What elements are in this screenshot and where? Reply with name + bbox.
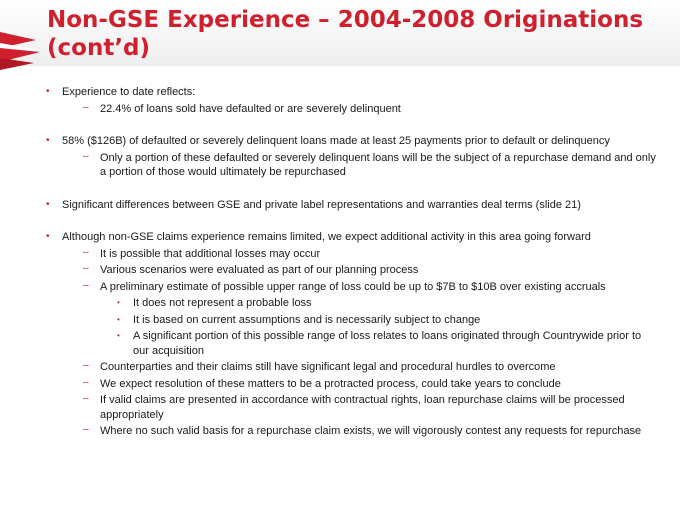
sub-sub-bullet-item — [117, 313, 658, 328]
sub-bullet-text: We expect resolution of these matters to be a protracted process, could take years to conclude — [100, 377, 561, 390]
bullet-marker: • — [46, 198, 50, 210]
sub-sub-bullet-item — [117, 329, 658, 358]
dash-marker: – — [83, 393, 89, 404]
content-body — [0, 85, 680, 439]
dash-marker: – — [83, 376, 89, 388]
sub-sub-bullet-text: It does not represent a probable loss — [133, 297, 312, 309]
bullet-item — [46, 230, 662, 245]
dash-marker: – — [83, 279, 89, 291]
dash-marker: – — [83, 424, 89, 435]
sub-bullet-item — [83, 279, 660, 295]
sub-bullet-item — [83, 101, 660, 117]
sub-bullet-text: Where no such valid basis for a repurchase claim exists, we will vigorously contest any requests for repurchase — [100, 425, 642, 437]
bullet-marker: • — [46, 231, 50, 242]
dash-marker: – — [83, 101, 89, 113]
sub-bullet-text: A preliminary estimate of possible upper range of loss could be up to $7B to $10B over existing accruals — [100, 280, 606, 293]
sub-sub-bullet-text: It is based on current assumptions and is necessarily subject to change — [133, 313, 481, 326]
sub-bullet-marker: • — [117, 314, 120, 324]
title-bar — [0, 0, 680, 66]
bullet-text: Significant differences between GSE and private label representations and warranties deal terms (slide 21) — [62, 198, 581, 211]
bullet-text: Although non-GSE claims experience remains limited, we expect additional activity in this area going forward — [62, 231, 591, 243]
sub-sub-bullet-text: A significant portion of this possible range of loss relates to loans originated through Countrywide prior to our acquisition — [133, 330, 642, 357]
sub-bullet-text: It is possible that additional losses may occur — [100, 247, 321, 260]
dash-marker: – — [83, 150, 89, 162]
sub-bullet-marker: • — [117, 331, 120, 340]
sub-bullet-item — [83, 393, 660, 422]
bullet-text: Experience to date reflects: — [62, 86, 196, 98]
dash-marker: – — [83, 360, 89, 371]
bullet-marker: • — [46, 86, 50, 97]
sub-bullet-item — [83, 424, 660, 439]
sub-sub-bullet-item — [117, 296, 658, 311]
bullet-item — [46, 85, 662, 100]
bullet-item — [46, 198, 662, 213]
sub-bullet-item — [83, 360, 660, 375]
sub-bullet-item — [83, 263, 660, 278]
dash-marker: – — [83, 263, 89, 274]
sub-bullet-item — [83, 376, 660, 392]
sub-bullet-text: Only a portion of these defaulted or severely delinquent loans will be the subject of a repurchase demand and only a portion of those would ultimately be repurchased — [100, 151, 656, 178]
flag-stripes-logo-icon — [0, 30, 44, 74]
sub-bullet-item — [83, 246, 660, 262]
sub-bullet-text: Various scenarios were evaluated as part of our planning process — [100, 264, 419, 276]
sub-bullet-text: 22.4% of loans sold have defaulted or are severely delinquent — [100, 102, 401, 115]
sub-bullet-marker: • — [117, 298, 120, 307]
sub-bullet-text: If valid claims are presented in accordance with contractual rights, loan repurchase claims will be processed appropriately — [100, 394, 625, 421]
sub-bullet-item — [83, 150, 660, 180]
dash-marker: – — [83, 246, 89, 258]
bullet-item — [46, 134, 662, 149]
sub-bullet-text: Counterparties and their claims still have significant legal and procedural hurdles to overcome — [100, 361, 556, 373]
bullet-marker: • — [46, 135, 50, 146]
page-title: Non-GSE Experience – 2004-2008 Originations (cont’d) — [47, 7, 644, 61]
bullet-text: 58% ($126B) of defaulted or severely delinquent loans made at least 25 payments prior to default or delinquency — [62, 135, 610, 147]
